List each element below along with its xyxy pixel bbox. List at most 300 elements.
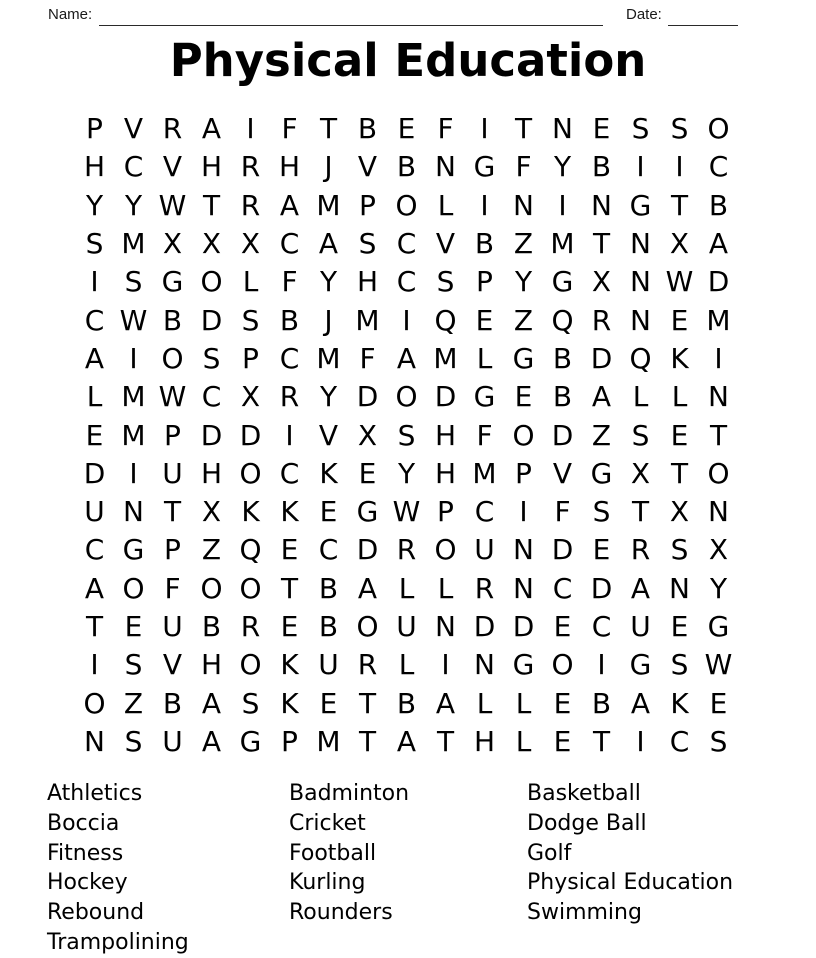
- grid-cell: S: [241, 686, 260, 720]
- grid-cell: R: [396, 533, 417, 567]
- grid-cell: B: [591, 686, 612, 720]
- grid-cell: T: [514, 112, 533, 146]
- grid-cell: F: [515, 150, 532, 184]
- grid-cell: H: [200, 456, 223, 490]
- grid-cell: S: [670, 112, 689, 146]
- grid-cell: C: [84, 533, 105, 567]
- grid-cell: M: [706, 303, 731, 337]
- grid-cell: H: [200, 648, 223, 682]
- grid-cell: D: [83, 456, 106, 490]
- grid-cell: G: [629, 648, 652, 682]
- grid-cell: K: [670, 686, 689, 720]
- grid-cell: D: [512, 610, 535, 643]
- grid-cell: T: [85, 610, 104, 643]
- grid-cell: C: [279, 227, 300, 261]
- grid-cell: N: [708, 380, 729, 414]
- grid-cell: P: [164, 533, 181, 567]
- grid-cell: G: [551, 265, 574, 299]
- grid-cell: T: [592, 724, 611, 758]
- grid-cell: Y: [514, 265, 533, 299]
- grid-cell: N: [630, 265, 651, 299]
- grid-cell: L: [515, 686, 532, 720]
- grid-cell: E: [319, 495, 338, 529]
- grid-cell: G: [356, 495, 379, 529]
- grid-cell: W: [158, 188, 187, 222]
- grid-cell: Z: [123, 686, 144, 720]
- word-item: Golf: [527, 840, 572, 866]
- grid-cell: H: [200, 150, 223, 184]
- grid-cell: T: [670, 188, 689, 222]
- grid-cell: F: [476, 418, 493, 452]
- grid-cell: O: [395, 188, 418, 222]
- grid-cell: Q: [551, 303, 574, 337]
- word-item: Trampolining: [47, 929, 189, 955]
- grid-cell: E: [280, 610, 299, 643]
- grid-cell: W: [119, 303, 148, 337]
- grid-cell: S: [124, 265, 143, 299]
- grid-cell: R: [630, 533, 651, 567]
- grid-cell: J: [324, 303, 333, 337]
- grid-cell: N: [513, 188, 534, 222]
- grid-cell: V: [162, 150, 183, 184]
- grid-cell: G: [473, 380, 496, 414]
- grid-cell: X: [201, 227, 222, 261]
- grid-cell: T: [163, 495, 182, 529]
- grid-cell: N: [435, 150, 456, 184]
- grid-cell: B: [318, 610, 339, 643]
- name-fill-line: [99, 25, 603, 26]
- grid-cell: O: [200, 265, 223, 299]
- word-item: Boccia: [47, 810, 120, 836]
- grid-cell: I: [597, 648, 606, 682]
- grid-cell: P: [476, 265, 493, 299]
- grid-cell: S: [670, 533, 689, 567]
- grid-cell: O: [707, 456, 730, 490]
- grid-cell: G: [473, 150, 496, 184]
- grid-cell: Y: [319, 380, 338, 414]
- grid-cell: L: [671, 380, 688, 414]
- grid-cell: H: [356, 265, 379, 299]
- grid-cell: S: [709, 724, 728, 758]
- grid-cell: O: [512, 418, 535, 452]
- grid-cell: U: [162, 724, 183, 758]
- grid-cell: S: [436, 265, 455, 299]
- grid-cell: X: [201, 495, 222, 529]
- grid-cell: S: [241, 303, 260, 337]
- grid-cell: G: [122, 533, 145, 567]
- grid-cell: S: [631, 112, 650, 146]
- grid-cell: G: [161, 265, 184, 299]
- grid-cell: P: [164, 418, 181, 452]
- grid-cell: E: [670, 418, 689, 452]
- grid-cell: H: [434, 418, 457, 452]
- word-item: Dodge Ball: [527, 810, 647, 836]
- grid-cell: D: [473, 610, 496, 643]
- grid-cell: O: [434, 533, 457, 567]
- grid-cell: N: [630, 303, 651, 337]
- grid-cell: A: [357, 571, 378, 605]
- grid-cell: V: [435, 227, 456, 261]
- grid-cell: F: [554, 495, 571, 529]
- grid-cell: C: [318, 533, 339, 567]
- grid-cell: F: [164, 571, 181, 605]
- grid-cell: N: [513, 533, 534, 567]
- grid-cell: L: [86, 380, 103, 414]
- grid-cell: B: [162, 686, 183, 720]
- grid-cell: K: [280, 648, 299, 682]
- grid-cell: C: [591, 610, 612, 643]
- word-item: Athletics: [47, 781, 143, 806]
- grid-cell: L: [398, 571, 415, 605]
- grid-cell: G: [629, 188, 652, 222]
- page-title: Physical Education: [169, 34, 647, 87]
- grid-cell: N: [708, 495, 729, 529]
- grid-cell: P: [242, 341, 259, 375]
- grid-cell: P: [359, 188, 376, 222]
- letter-grid: [75, 110, 738, 761]
- grid-cell: M: [316, 188, 341, 222]
- grid-cell: N: [84, 724, 105, 758]
- grid-cell: N: [474, 648, 495, 682]
- grid-cell: E: [553, 610, 572, 643]
- grid-cell: C: [396, 227, 417, 261]
- grid-cell: M: [355, 303, 380, 337]
- grid-cell: I: [129, 456, 138, 490]
- grid-cell: O: [707, 112, 730, 146]
- grid-cell: U: [162, 610, 183, 643]
- grid-cell: D: [590, 571, 613, 605]
- grid-cell: G: [512, 648, 535, 682]
- grid-cell: T: [631, 495, 650, 529]
- grid-cell: Q: [434, 303, 457, 337]
- grid-cell: E: [85, 418, 104, 452]
- grid-cell: U: [396, 610, 417, 643]
- grid-cell: C: [84, 303, 105, 337]
- grid-cell: T: [202, 188, 221, 222]
- grid-cell: T: [280, 571, 299, 605]
- grid-cell: V: [357, 150, 378, 184]
- grid-cell: E: [358, 456, 377, 490]
- grid-cell: G: [590, 456, 613, 490]
- grid-cell: V: [123, 112, 144, 146]
- grid-cell: B: [474, 227, 495, 261]
- grid-cell: W: [392, 495, 421, 529]
- grid-cell: R: [474, 571, 495, 605]
- grid-cell: T: [670, 456, 689, 490]
- grid-cell: T: [592, 227, 611, 261]
- grid-cell: K: [670, 341, 689, 375]
- grid-cell: I: [246, 112, 255, 146]
- word-item: Kurling: [289, 870, 366, 896]
- grid-cell: M: [472, 456, 497, 490]
- grid-cell: X: [240, 227, 261, 261]
- grid-cell: X: [357, 418, 378, 452]
- grid-cell: L: [632, 380, 649, 414]
- grid-cell: F: [437, 112, 454, 146]
- grid-cell: E: [592, 533, 611, 567]
- grid-cell: M: [316, 341, 341, 375]
- grid-cell: X: [630, 456, 651, 490]
- grid-cell: N: [591, 188, 612, 222]
- grid-cell: A: [279, 188, 300, 222]
- word-list-column-2: [289, 779, 409, 928]
- grid-cell: D: [239, 418, 262, 452]
- grid-cell: C: [123, 150, 144, 184]
- grid-cell: I: [675, 150, 684, 184]
- grid-cell: A: [84, 341, 105, 375]
- word-item: Badminton: [289, 781, 410, 806]
- grid-cell: R: [162, 112, 183, 146]
- word-item: Physical Education: [527, 870, 734, 896]
- grid-cell: U: [84, 495, 105, 529]
- grid-cell: M: [121, 227, 146, 261]
- grid-cell: K: [280, 495, 299, 529]
- grid-cell: B: [396, 686, 417, 720]
- grid-cell: O: [122, 571, 145, 605]
- grid-cell: E: [319, 686, 338, 720]
- grid-cell: O: [161, 341, 184, 375]
- grid-cell: R: [240, 150, 261, 184]
- grid-cell: O: [200, 571, 223, 605]
- grid-cell: L: [476, 686, 493, 720]
- grid-cell: D: [356, 380, 379, 414]
- grid-cell: I: [129, 341, 138, 375]
- grid-cell: R: [357, 648, 378, 682]
- word-item: Hockey: [47, 870, 128, 896]
- grid-cell: A: [396, 341, 417, 375]
- grid-cell: R: [591, 303, 612, 337]
- grid-cell: I: [480, 188, 489, 222]
- grid-cell: Y: [319, 265, 338, 299]
- name-label: Name:: [48, 6, 93, 23]
- grid-cell: R: [240, 610, 261, 643]
- word-item: Football: [289, 840, 377, 866]
- grid-cell: T: [358, 686, 377, 720]
- grid-cell: A: [396, 724, 417, 758]
- grid-cell: Y: [553, 150, 572, 184]
- grid-cell: P: [437, 495, 454, 529]
- grid-cell: F: [359, 341, 376, 375]
- grid-cell: X: [240, 380, 261, 414]
- grid-cell: H: [473, 724, 496, 758]
- grid-cell: O: [239, 648, 262, 682]
- grid-cell: E: [553, 724, 572, 758]
- grid-cell: S: [397, 418, 416, 452]
- date-label: Date:: [626, 6, 662, 23]
- grid-cell: I: [90, 648, 99, 682]
- grid-cell: B: [357, 112, 378, 146]
- grid-cell: A: [708, 227, 729, 261]
- grid-cell: B: [318, 571, 339, 605]
- grid-cell: I: [558, 188, 567, 222]
- grid-cell: I: [636, 724, 645, 758]
- grid-cell: S: [631, 418, 650, 452]
- word-list-column-3: [527, 779, 733, 928]
- grid-cell: B: [396, 150, 417, 184]
- grid-cell: O: [239, 571, 262, 605]
- grid-cell: S: [358, 227, 377, 261]
- grid-cell: Z: [513, 303, 534, 337]
- grid-cell: O: [83, 686, 106, 720]
- word-item: Fitness: [47, 840, 124, 866]
- grid-cell: N: [630, 227, 651, 261]
- grid-cell: I: [636, 150, 645, 184]
- grid-cell: N: [552, 112, 573, 146]
- grid-cell: Y: [397, 456, 416, 490]
- grid-cell: Y: [709, 571, 728, 605]
- grid-cell: A: [318, 227, 339, 261]
- grid-cell: V: [552, 456, 573, 490]
- grid-cell: Q: [629, 341, 652, 375]
- grid-cell: T: [358, 724, 377, 758]
- grid-cell: N: [513, 571, 534, 605]
- grid-cell: A: [630, 571, 651, 605]
- grid-cell: A: [435, 686, 456, 720]
- grid-cell: T: [436, 724, 455, 758]
- grid-cell: O: [395, 380, 418, 414]
- grid-cell: N: [669, 571, 690, 605]
- grid-cell: S: [124, 648, 143, 682]
- grid-cell: E: [475, 303, 494, 337]
- grid-cell: H: [278, 150, 301, 184]
- word-item: Rounders: [289, 900, 393, 926]
- grid-cell: I: [714, 341, 723, 375]
- grid-cell: G: [512, 341, 535, 375]
- grid-cell: B: [591, 150, 612, 184]
- grid-cell: U: [474, 533, 495, 567]
- grid-cell: I: [441, 648, 450, 682]
- grid-cell: A: [591, 380, 612, 414]
- grid-cell: A: [201, 686, 222, 720]
- grid-cell: D: [200, 418, 223, 452]
- grid-cell: E: [670, 303, 689, 337]
- grid-cell: D: [551, 533, 574, 567]
- grid-cell: K: [280, 686, 299, 720]
- grid-cell: L: [398, 648, 415, 682]
- grid-cell: E: [514, 380, 533, 414]
- grid-cell: O: [356, 610, 379, 643]
- grid-cell: Z: [201, 533, 222, 567]
- grid-cell: G: [239, 724, 262, 758]
- grid-cell: A: [630, 686, 651, 720]
- grid-cell: N: [435, 610, 456, 643]
- grid-cell: Y: [124, 188, 143, 222]
- grid-cell: Y: [85, 188, 104, 222]
- grid-cell: W: [158, 380, 187, 414]
- grid-cell: R: [279, 380, 300, 414]
- grid-cell: S: [85, 227, 104, 261]
- grid-cell: H: [434, 456, 457, 490]
- grid-cell: T: [709, 418, 728, 452]
- grid-cell: E: [709, 686, 728, 720]
- grid-cell: D: [356, 533, 379, 567]
- grid-cell: U: [318, 648, 339, 682]
- grid-cell: I: [480, 112, 489, 146]
- word-item: Basketball: [527, 781, 641, 806]
- grid-cell: S: [670, 648, 689, 682]
- grid-cell: B: [708, 188, 729, 222]
- grid-cell: C: [396, 265, 417, 299]
- grid-cell: O: [239, 456, 262, 490]
- grid-cell: X: [162, 227, 183, 261]
- grid-cell: E: [553, 686, 572, 720]
- grid-cell: B: [552, 341, 573, 375]
- grid-cell: A: [84, 571, 105, 605]
- grid-cell: E: [280, 533, 299, 567]
- word-item: Swimming: [527, 900, 642, 926]
- grid-cell: E: [124, 610, 143, 643]
- grid-cell: M: [550, 227, 575, 261]
- grid-cell: L: [476, 341, 493, 375]
- grid-cell: W: [665, 265, 694, 299]
- grid-cell: V: [162, 648, 183, 682]
- grid-cell: D: [434, 380, 457, 414]
- grid-cell: C: [669, 724, 690, 758]
- grid-cell: U: [162, 456, 183, 490]
- grid-cell: L: [437, 188, 454, 222]
- grid-cell: C: [474, 495, 495, 529]
- grid-cell: R: [240, 188, 261, 222]
- grid-cell: W: [704, 648, 733, 682]
- grid-cell: A: [201, 112, 222, 146]
- grid-cell: C: [201, 380, 222, 414]
- grid-cell: E: [397, 112, 416, 146]
- word-list-column-1: [47, 779, 189, 958]
- grid-cell: S: [592, 495, 611, 529]
- grid-cell: A: [201, 724, 222, 758]
- grid-cell: C: [552, 571, 573, 605]
- grid-cell: O: [551, 648, 574, 682]
- word-item: Rebound: [47, 900, 145, 926]
- grid-cell: C: [708, 150, 729, 184]
- grid-cell: J: [324, 150, 333, 184]
- date-fill-line: [668, 25, 738, 26]
- grid-cell: C: [279, 456, 300, 490]
- grid-cell: B: [162, 303, 183, 337]
- grid-cell: D: [551, 418, 574, 452]
- grid-cell: Z: [591, 418, 612, 452]
- word-item: Cricket: [289, 810, 366, 836]
- grid-cell: I: [519, 495, 528, 529]
- grid-cell: X: [708, 533, 729, 567]
- grid-cell: I: [285, 418, 294, 452]
- grid-cell: D: [707, 265, 730, 299]
- grid-cell: B: [279, 303, 300, 337]
- grid-cell: Z: [513, 227, 534, 261]
- grid-cell: H: [83, 150, 106, 184]
- grid-cell: M: [316, 724, 341, 758]
- grid-cell: I: [90, 265, 99, 299]
- grid-cell: B: [552, 380, 573, 414]
- grid-cell: B: [201, 610, 222, 643]
- grid-cell: V: [318, 418, 339, 452]
- grid-cell: T: [319, 112, 338, 146]
- grid-cell: X: [669, 495, 690, 529]
- grid-cell: P: [515, 456, 532, 490]
- grid-cell: E: [670, 610, 689, 643]
- grid-cell: P: [281, 724, 298, 758]
- grid-cell: P: [86, 112, 103, 146]
- grid-cell: K: [319, 456, 338, 490]
- grid-cell: L: [242, 265, 259, 299]
- grid-cell: L: [437, 571, 454, 605]
- grid-cell: D: [590, 341, 613, 375]
- grid-cell: M: [121, 418, 146, 452]
- grid-cell: N: [123, 495, 144, 529]
- grid-cell: G: [707, 610, 730, 643]
- grid-cell: S: [124, 724, 143, 758]
- grid-cell: S: [202, 341, 221, 375]
